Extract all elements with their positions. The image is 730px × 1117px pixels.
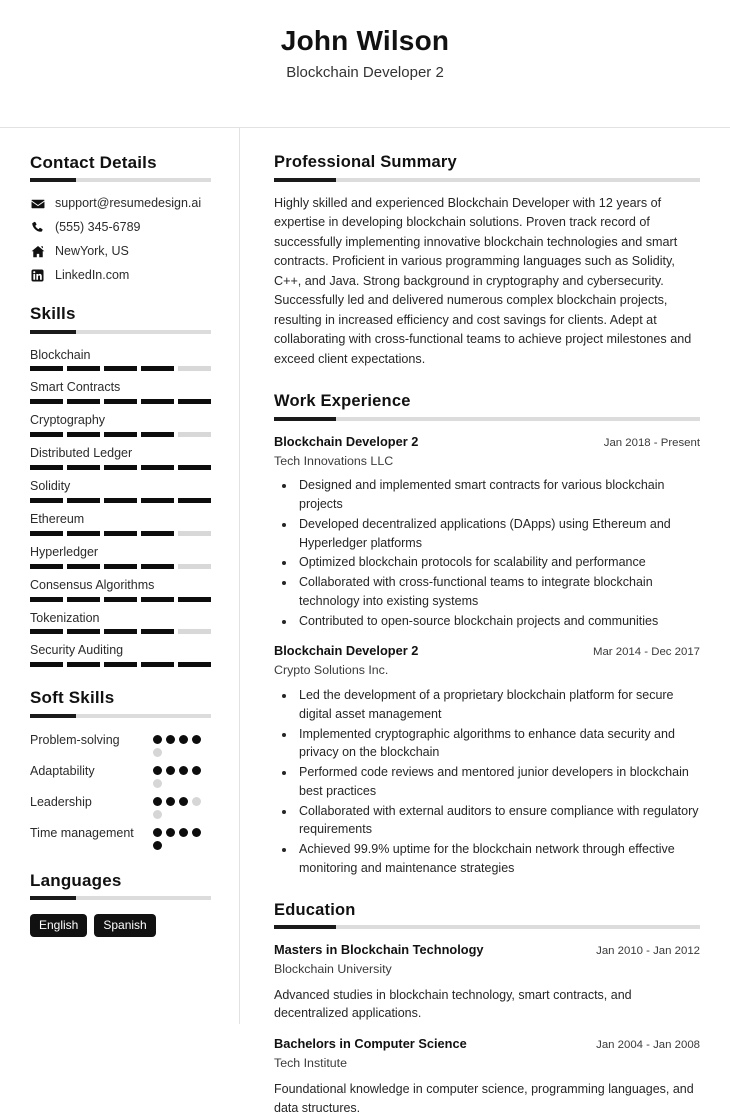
skill-level-segment — [104, 465, 137, 470]
skill-level-bar — [30, 662, 211, 667]
work-company: Tech Innovations LLC — [274, 453, 394, 468]
work-job-title: Blockchain Developer 2 — [274, 643, 419, 659]
education-degree: Masters in Blockchain Technology — [274, 942, 484, 958]
home-icon — [30, 244, 45, 259]
soft-skill-rating — [153, 731, 211, 757]
skill-label: Distributed Ledger — [30, 446, 133, 461]
work-bullet: • Developed decentralized applications (DApps) using Ethereum and Hyperledger platforms — [296, 515, 700, 553]
soft-skill-dot — [153, 797, 162, 806]
skill-item — [30, 610, 211, 635]
skill-level-segment — [67, 629, 100, 634]
skill-level-bar — [30, 629, 211, 634]
soft-skills-section — [30, 687, 211, 849]
soft-skill-dot — [192, 797, 201, 806]
soft-skill-item — [30, 793, 211, 819]
soft-skill-item — [30, 731, 211, 757]
work-title: Work Experience — [274, 392, 411, 411]
education-entries — [274, 942, 700, 1117]
skill-level-segment — [104, 399, 137, 404]
skill-label: Smart Contracts — [30, 380, 121, 395]
skill-level-segment — [67, 531, 100, 536]
skill-level-segment — [67, 597, 100, 602]
work-bullet: • Designed and implemented smart contracts for various blockchain projects — [296, 476, 700, 514]
work-job-title: Blockchain Developer 2 — [274, 433, 419, 449]
skill-item — [30, 511, 211, 536]
work-entry — [274, 434, 700, 631]
soft-skill-dot — [153, 766, 162, 775]
education-institution: Tech Institute — [274, 1056, 348, 1071]
soft-skill-item — [30, 824, 211, 850]
candidate-name: John Wilson — [280, 25, 450, 57]
soft-skills-list — [30, 731, 211, 850]
skill-level-segment — [67, 662, 100, 667]
contact-title: Contact Details — [30, 153, 157, 172]
contact-item-label: support@resumedesign.ai — [55, 196, 202, 211]
soft-skill-dot — [179, 828, 188, 837]
work-company: Crypto Solutions Inc. — [274, 663, 389, 678]
skill-level-segment — [30, 366, 63, 371]
languages-title: Languages — [30, 870, 122, 890]
skill-level-bar — [30, 531, 211, 536]
education-date-range: Jan 2004 - Jan 2008 — [596, 1039, 700, 1052]
sidebar — [0, 128, 240, 1024]
languages-section — [30, 870, 211, 937]
section-rule — [274, 417, 700, 421]
contact-section — [30, 152, 211, 283]
education-description: Foundational knowledge in computer science, programming languages, and data structures. — [274, 1081, 694, 1115]
work-heading — [274, 391, 700, 421]
language-chip[interactable]: English — [30, 914, 87, 937]
work-bullet-list — [274, 686, 700, 878]
resume-header — [0, 0, 730, 128]
envelope-icon — [30, 196, 45, 211]
soft-skill-dot — [153, 748, 162, 757]
work-bullet: • Performed code reviews and mentored junior developers in blockchain best practices — [296, 763, 700, 801]
work-bullet: • Contributed to open-source blockchain projects and communities — [296, 612, 700, 631]
skill-level-segment — [141, 629, 174, 634]
skill-item — [30, 544, 211, 569]
skill-level-segment — [30, 498, 63, 503]
language-chip[interactable]: Spanish — [94, 914, 155, 937]
skill-item — [30, 379, 211, 404]
skill-level-segment — [141, 432, 174, 437]
soft-skill-label: Leadership — [30, 794, 92, 809]
contact-item[interactable] — [30, 196, 211, 211]
work-date-range: Mar 2014 - Dec 2017 — [592, 646, 700, 659]
candidate-role: Blockchain Developer 2 — [286, 63, 444, 81]
skill-label: Solidity — [30, 479, 71, 493]
soft-skill-dot — [153, 810, 162, 819]
skill-level-segment — [178, 564, 211, 569]
skill-level-segment — [178, 399, 211, 404]
section-rule — [30, 714, 211, 718]
skill-item — [30, 577, 211, 602]
skill-level-segment — [104, 366, 137, 371]
skill-item — [30, 642, 211, 667]
soft-skill-dot — [153, 828, 162, 837]
education-description: Advanced studies in blockchain technology, smart contracts, and decentralized applications. — [274, 987, 632, 1021]
skill-level-segment — [141, 597, 174, 602]
section-rule — [274, 925, 700, 929]
skills-list — [30, 347, 211, 668]
work-entries — [274, 434, 700, 878]
skill-level-segment — [178, 366, 211, 371]
contact-item-label: LinkedIn.com — [55, 268, 130, 283]
soft-skill-label: Time management — [30, 825, 134, 840]
soft-skill-item — [30, 762, 211, 788]
skill-level-segment — [104, 662, 137, 667]
skill-item — [30, 347, 211, 372]
skill-level-segment — [30, 432, 63, 437]
resume-body — [0, 128, 730, 1115]
soft-skill-dot — [153, 735, 162, 744]
skills-title: Skills — [30, 304, 76, 324]
skill-level-segment — [67, 399, 100, 404]
contact-list — [30, 196, 211, 283]
soft-skill-dot — [192, 828, 201, 837]
education-institution: Blockchain University — [274, 961, 392, 976]
skill-level-segment — [141, 366, 174, 371]
skill-item — [30, 478, 211, 503]
skill-level-segment — [104, 597, 137, 602]
contact-heading — [30, 152, 211, 182]
skill-label: Hyperledger — [30, 544, 99, 559]
skill-level-bar — [30, 498, 211, 503]
skills-section — [30, 303, 211, 667]
skill-level-segment — [178, 629, 211, 634]
soft-skill-dot — [179, 766, 188, 775]
soft-skills-title: Soft Skills — [30, 688, 115, 708]
skill-level-bar — [30, 564, 211, 569]
section-rule — [30, 330, 211, 334]
skill-level-segment — [30, 399, 63, 404]
skill-level-segment — [30, 531, 63, 536]
skill-level-segment — [104, 629, 137, 634]
skill-level-segment — [67, 432, 100, 437]
work-bullet: • Implemented cryptographic algorithms to enhance data security and privacy on the blockchain — [296, 725, 700, 763]
soft-skill-dot — [166, 797, 175, 806]
skill-level-segment — [178, 597, 211, 602]
soft-skill-label: Adaptability — [30, 763, 95, 778]
summary-heading — [274, 152, 700, 182]
soft-skill-rating — [153, 762, 211, 788]
skill-level-segment — [104, 498, 137, 503]
soft-skill-dot — [166, 828, 175, 837]
education-heading — [274, 900, 700, 930]
work-bullet: • Led the development of a proprietary blockchain platform for secure digital asset management — [296, 686, 700, 724]
skill-level-segment — [67, 366, 100, 371]
contact-item[interactable] — [30, 220, 211, 235]
skill-level-segment — [104, 531, 137, 536]
soft-skill-rating — [153, 793, 211, 819]
skills-heading — [30, 303, 211, 333]
skill-level-segment — [141, 465, 174, 470]
education-entry — [274, 1036, 700, 1117]
section-rule — [30, 178, 211, 182]
skill-level-bar — [30, 432, 211, 437]
work-bullet: • Achieved 99.9% uptime for the blockchain network through effective monitoring and maintenance strategies — [296, 840, 700, 878]
skill-level-segment — [178, 498, 211, 503]
soft-skill-dot — [179, 735, 188, 744]
soft-skill-dot — [166, 735, 175, 744]
skill-item — [30, 445, 211, 470]
contact-item[interactable] — [30, 268, 211, 283]
education-date-range: Jan 2010 - Jan 2012 — [596, 945, 700, 958]
soft-skill-dot — [192, 766, 201, 775]
contact-item[interactable] — [30, 244, 211, 259]
skill-level-segment — [30, 564, 63, 569]
skill-level-segment — [141, 531, 174, 536]
contact-item-label: NewYork, US — [55, 244, 129, 259]
skill-level-segment — [178, 432, 211, 437]
skill-level-bar — [30, 465, 211, 470]
work-bullet-list — [274, 476, 700, 630]
work-bullet: • Optimized blockchain protocols for scalability and performance — [296, 553, 700, 572]
skill-label: Ethereum — [30, 511, 85, 526]
skill-level-segment — [104, 564, 137, 569]
skill-level-segment — [141, 498, 174, 503]
summary-title: Professional Summary — [274, 153, 457, 171]
main-content — [240, 128, 730, 1115]
soft-skill-dot — [166, 766, 175, 775]
soft-skills-heading — [30, 687, 211, 717]
phone-icon — [30, 220, 45, 235]
skill-level-segment — [178, 531, 211, 536]
education-entry-header — [274, 1036, 700, 1053]
work-date-range: Jan 2018 - Present — [603, 436, 700, 449]
contact-item-label: (555) 345-6789 — [55, 220, 141, 235]
skill-level-segment — [67, 564, 100, 569]
work-entry-header — [274, 643, 700, 660]
skill-level-segment — [30, 597, 63, 602]
skill-level-segment — [141, 399, 174, 404]
soft-skill-dot — [179, 797, 188, 806]
work-section — [274, 391, 700, 877]
skill-level-bar — [30, 597, 211, 602]
skill-level-segment — [178, 662, 211, 667]
education-section — [274, 900, 700, 1117]
section-rule — [30, 896, 211, 900]
section-rule — [274, 178, 700, 182]
soft-skill-dot — [153, 841, 162, 850]
skill-level-segment — [141, 564, 174, 569]
soft-skill-dot — [153, 779, 162, 788]
soft-skill-rating — [153, 824, 211, 850]
skill-level-bar — [30, 399, 211, 404]
skill-label: Tokenization — [30, 610, 100, 625]
summary-section — [274, 152, 700, 369]
work-bullet: • Collaborated with external auditors to ensure compliance with regulatory requirements — [296, 802, 700, 840]
soft-skill-dot — [192, 735, 201, 744]
skill-level-segment — [30, 465, 63, 470]
languages-list — [30, 914, 211, 937]
work-entry-header — [274, 434, 700, 451]
education-entry-header — [274, 942, 700, 959]
skill-level-segment — [30, 629, 63, 634]
soft-skill-label: Problem-solving — [30, 732, 120, 747]
work-entry — [274, 643, 700, 877]
linkedin-icon — [30, 268, 45, 283]
skill-level-bar — [30, 366, 211, 371]
education-entry — [274, 942, 700, 1023]
work-bullet: • Collaborated with cross-functional teams to integrate blockchain technology into existing systems — [296, 573, 700, 611]
skill-level-segment — [67, 465, 100, 470]
skill-level-segment — [141, 662, 174, 667]
skill-item — [30, 412, 211, 437]
education-title: Education — [274, 900, 356, 919]
skill-label: Security Auditing — [30, 643, 124, 658]
languages-heading — [30, 870, 211, 900]
skill-label: Consensus Algorithms — [30, 577, 155, 592]
education-degree: Bachelors in Computer Science — [274, 1036, 467, 1052]
skill-level-segment — [104, 432, 137, 437]
skill-level-segment — [30, 662, 63, 667]
skill-level-segment — [67, 498, 100, 503]
skill-label: Cryptography — [30, 413, 106, 428]
skill-level-segment — [178, 465, 211, 470]
skill-label: Blockchain — [30, 347, 91, 362]
summary-text: Highly skilled and experienced Blockchain Developer with 12 years of expertise in developing blockchain solutions. Proven track record of successfully implementing innovative blockchain technologies and smart contracts. Proficient in various programming languages such as Solidity, C++, and Java. Strong background in cryptography and cybersecurity. Successfully led and delivered numerous complex blockchain projects, resulting in increased efficiency and cost savings for clients. Adept at collaborating with cross-functional teams to achieve project milestones and exceed client expectations. — [274, 195, 692, 366]
